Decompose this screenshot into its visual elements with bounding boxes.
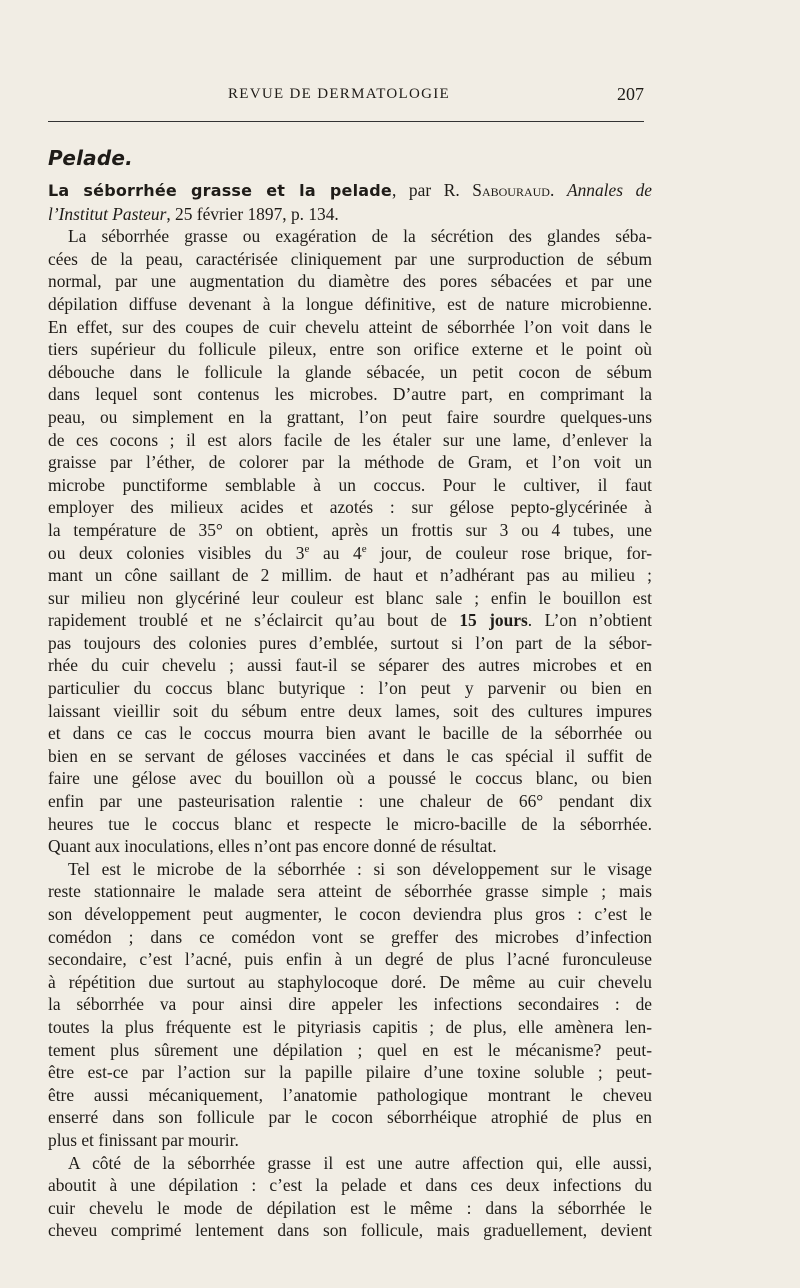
text-line: sur milieu non glycériné leur couleur est blanc sale ; enfin le bouillon est (48, 587, 652, 608)
header-rule (48, 121, 644, 122)
text-line: dans lequel sont contenus les microbes. D’autre part, en comprimant la (48, 384, 652, 405)
text-line: faire une gélose avec du bouillon où a poussé le coccus blanc, ou bien (48, 768, 652, 789)
text-line: particulier du coccus blanc butyrique : l’on peut y parvenir ou bien en (48, 678, 652, 699)
journal-name-part1: Annales de (566, 180, 653, 200)
text-line: être est-ce par l’action sur la papille pilaire d’une toxine soluble ; peut- (48, 1062, 652, 1083)
text-fragment: . L’on n’obtient (527, 610, 652, 631)
bold-text: 15 jours (459, 610, 528, 631)
text-line: plus et finissant par mourir. (48, 1129, 239, 1150)
text-line: tiers supérieur du follicule pileux, entre son orifice externe et le point où (48, 339, 652, 360)
text-line: Quant aux inoculations, elles n’ont pas encore donné de résultat. (48, 836, 497, 857)
text-line: cheveu comprimé lentement dans son follicule, mais graduellement, devient (48, 1220, 652, 1241)
text-line: toutes la plus fréquente est le pityriasis capitis ; de plus, elle amènera len- (48, 1016, 652, 1037)
text-line: de ces cocons ; il est alors facile de les étaler sur une lame, d’enlever la (48, 429, 652, 450)
text-line: microbe punctiforme semblable à un coccus. Pour le cultiver, il faut (48, 474, 652, 495)
text-line: et dans ce cas le coccus mourra bien avant le bacille de la séborrhée ou (48, 723, 652, 744)
text-line: aboutit à une dépilation : c’est la pelade et dans ces deux infections du (48, 1175, 652, 1196)
text-line: cuir chevelu le mode de dépilation est le même : dans la séborrhée le (48, 1197, 652, 1218)
text-line: la séborrhée va pour ainsi dire appeler les infections secondaires : de (48, 994, 652, 1015)
citation-line-2 (48, 203, 652, 226)
text-line: peau, ou simplement en la grattant, l’on peut faire sourdre quelques-uns (48, 406, 652, 427)
text-line: reste stationnaire le malade sera atteint de séborrhée grasse simple ; mais (48, 881, 652, 902)
page-number: 207 (617, 84, 644, 104)
text-line: En effet, sur des coupes de cuir chevelu atteint de séborrhée l’on voit dans le (48, 316, 652, 337)
after-author: . (549, 180, 567, 200)
text-fragment: au 4 (309, 542, 362, 563)
article-body (48, 179, 652, 1242)
section-title: Pelade. (48, 146, 133, 170)
text-line: pas toujours des colonies pures d’emblée, surtout si l’on part de la sébor- (48, 632, 652, 653)
text-line: bien en se servant de géloses vaccinées et dans le cas spécial il suffit de (48, 745, 652, 766)
paragraph-2 (48, 858, 652, 1152)
text-line: heures tue le coccus blanc et respecte le micro-bacille de la séborrhée. (48, 813, 652, 834)
text-line: Tel est le microbe de la séborrhée : si son développement sur le visage (68, 858, 652, 879)
text-line: cées de la peau, caractérisée cliniquement par une surproduction de sébum (48, 248, 652, 269)
text-line: laissant vieillir soit du sébum entre deux lames, soit des cultures impures (48, 700, 652, 721)
text-line: mant un cône saillant de 2 millim. de haut et n’adhérant pas au milieu ; (48, 565, 652, 586)
text-line: être aussi mécaniquement, l’anatomie pathologique montrant le cheveu (48, 1084, 652, 1105)
journal-name-part2: l’Institut Pasteur (48, 203, 167, 224)
text-line: son développement peut augmenter, le cocon deviendra plus gros : c’est le (48, 904, 652, 924)
text-fragment: rapidement troublé et ne s’éclaircit qu’au bout de (48, 610, 460, 631)
text-line: graisse par l’éther, de colorer par la méthode de Gram, et l’on voit un (48, 452, 652, 473)
text-line: employer des milieux acides et azotés : sur gélose pepto-glycérinée à (48, 497, 652, 518)
citation-line-1 (48, 179, 652, 203)
text-line: dépilation diffuse devenant à la longue définitive, est de nature microbienne. (48, 293, 652, 314)
author-prefix: , par R. (391, 180, 473, 200)
text-line: tement plus sûrement une dépilation ; quel en est le mécanisme? peut- (48, 1039, 652, 1060)
article-title: La séborrhée grasse et la pelade (48, 181, 392, 200)
text-line: rhée du cuir chevelu ; aussi faut-il se séparer des autres microbes et en (48, 655, 652, 676)
text-line: comédon ; dans ce comédon vont se greffer des microbes d’infection (48, 926, 652, 947)
text-line: enserré dans son follicule par le cocon séborrhéique atrophié de plus en (48, 1107, 652, 1128)
text-line-colonies (48, 542, 652, 565)
running-head: REVUE DE DERMATOLOGIE (228, 86, 451, 102)
text-line: à répétition due surtout au staphylocoque doré. De même au cuir chevelu (48, 971, 652, 992)
superscript: e (304, 542, 310, 555)
text-line: A côté de la séborrhée grasse il est une autre affection qui, elle aussi, (68, 1152, 652, 1173)
text-fragment: jour, de couleur rose brique, for- (366, 542, 652, 563)
text-line: La séborrhée grasse ou exagération de la sécrétion des glandes séba- (68, 226, 652, 247)
publication-date: , 25 février 1897, p. 134. (166, 203, 339, 224)
paragraph-3 (48, 1152, 652, 1242)
text-fragment: ou deux colonies visibles du 3 (48, 542, 305, 563)
text-line: enfin par une pasteurisation ralentie : une chaleur de 66° pendant dix (48, 791, 652, 812)
text-line: normal, par une augmentation du diamètre des pores sébacées et par une (48, 271, 652, 292)
page-header (48, 84, 644, 108)
paragraph-1 (48, 225, 652, 858)
author-name: Sabouraud (472, 180, 550, 200)
superscript: e (361, 542, 367, 555)
text-line: débouche dans le follicule la glande sébacée, un petit cocon de sébum (48, 361, 652, 382)
text-line: secondaire, c’est l’acné, puis enfin à un degré de plus l’acné furonculeuse (48, 949, 652, 970)
text-line-jours (48, 609, 652, 632)
text-line: la température de 35° on obtient, après un frottis sur 3 ou 4 tubes, une (48, 519, 652, 540)
